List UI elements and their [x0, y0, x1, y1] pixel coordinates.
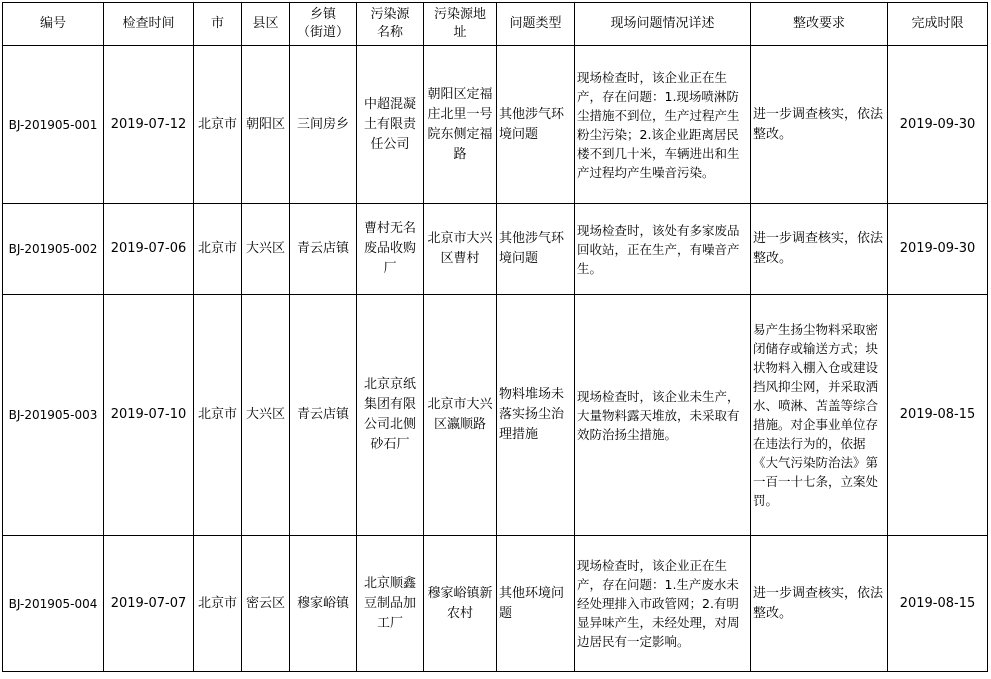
table-row	[3, 536, 988, 672]
cell-district: 大兴区	[242, 204, 290, 295]
cell-id: BJ-201905-002	[3, 204, 104, 295]
cell-district: 大兴区	[242, 295, 290, 536]
header-district: 县区	[242, 3, 290, 46]
cell-issue-type: 物料堆场未落实扬尘治理措施	[497, 295, 575, 536]
header-source-name	[357, 3, 424, 46]
table-row	[3, 204, 988, 295]
cell-date: 2019-07-07	[104, 536, 194, 672]
header-source-addr-label: 污染源地 址	[433, 7, 486, 40]
cell-source-addr: 北京市大兴区曹村	[424, 204, 497, 295]
cell-date: 2019-07-12	[104, 46, 194, 204]
cell-source-name: 北京京纸集团有限公司北侧砂石厂	[357, 295, 424, 536]
header-detail: 现场问题情况详述	[575, 3, 751, 46]
cell-detail: 现场检查时，该处有多家废品回收站，正在生产，有噪音产生。	[575, 204, 751, 295]
cell-deadline: 2019-08-15	[888, 295, 988, 536]
cell-district: 朝阳区	[242, 46, 290, 204]
cell-detail: 现场检查时，该企业正在生产，存在问题：1.生产废水未经处理排入市政管网；2.有明显异味产生，未经处理，对周边居民有一定影响。	[575, 536, 751, 672]
cell-source-addr: 北京市大兴区瀛顺路	[424, 295, 497, 536]
cell-town: 青云店镇	[290, 204, 357, 295]
cell-city: 北京市	[194, 46, 242, 204]
cell-requirement: 进一步调查核实，依法整改。	[751, 536, 888, 672]
cell-issue-type: 其他涉气环境问题	[497, 46, 575, 204]
cell-source-addr: 穆家峪镇新农村	[424, 536, 497, 672]
header-city: 市	[194, 3, 242, 46]
cell-detail: 现场检查时，该企业正在生产，存在问题：1.现场喷淋防尘措施不到位，生产过程产生粉尘污染；2.该企业距离居民楼不到几十米，车辆进出和生产过程均产生噪音污染。	[575, 46, 751, 204]
table-row	[3, 295, 988, 536]
table-header-row	[3, 3, 988, 46]
cell-detail: 现场检查时，该企业未生产，大量物料露天堆放，未采取有效防治扬尘措施。	[575, 295, 751, 536]
header-source-name-label: 污染源 名称	[370, 7, 410, 40]
cell-source-name: 北京顺鑫豆制品加工厂	[357, 536, 424, 672]
header-id: 编号	[3, 3, 104, 46]
cell-town: 三间房乡	[290, 46, 357, 204]
cell-deadline: 2019-09-30	[888, 46, 988, 204]
cell-issue-type: 其他涉气环境问题	[497, 204, 575, 295]
inspection-table	[2, 2, 988, 672]
cell-city: 北京市	[194, 536, 242, 672]
cell-city: 北京市	[194, 295, 242, 536]
header-requirement: 整改要求	[751, 3, 888, 46]
cell-source-name: 曹村无名废品收购厂	[357, 204, 424, 295]
table-row	[3, 46, 988, 204]
header-source-addr	[424, 3, 497, 46]
header-date: 检查时间	[104, 3, 194, 46]
cell-town: 青云店镇	[290, 295, 357, 536]
cell-id: BJ-201905-003	[3, 295, 104, 536]
header-issue-type: 问题类型	[497, 3, 575, 46]
cell-issue-type: 其他环境问题	[497, 536, 575, 672]
header-town-label: 乡镇 （街道）	[296, 7, 349, 40]
cell-deadline: 2019-09-30	[888, 204, 988, 295]
cell-requirement: 进一步调查核实，依法整改。	[751, 204, 888, 295]
cell-source-addr: 朝阳区定福庄北里一号院东侧定福路	[424, 46, 497, 204]
cell-town: 穆家峪镇	[290, 536, 357, 672]
cell-city: 北京市	[194, 204, 242, 295]
cell-id: BJ-201905-004	[3, 536, 104, 672]
cell-date: 2019-07-10	[104, 295, 194, 536]
cell-requirement: 进一步调查核实，依法整改。	[751, 46, 888, 204]
cell-id: BJ-201905-001	[3, 46, 104, 204]
cell-district: 密云区	[242, 536, 290, 672]
cell-deadline: 2019-08-15	[888, 536, 988, 672]
cell-requirement: 易产生扬尘物料采取密闭储存或输送方式；块状物料入棚入仓或建设挡风抑尘网，并采取洒水、喷淋、苫盖等综合措施。对企事业单位存在违法行为的，依据《大气污染防治法》第一百一十七条，立案处罚。	[751, 295, 888, 536]
header-deadline: 完成时限	[888, 3, 988, 46]
header-town	[290, 3, 357, 46]
cell-date: 2019-07-06	[104, 204, 194, 295]
cell-source-name: 中超混凝土有限责任公司	[357, 46, 424, 204]
